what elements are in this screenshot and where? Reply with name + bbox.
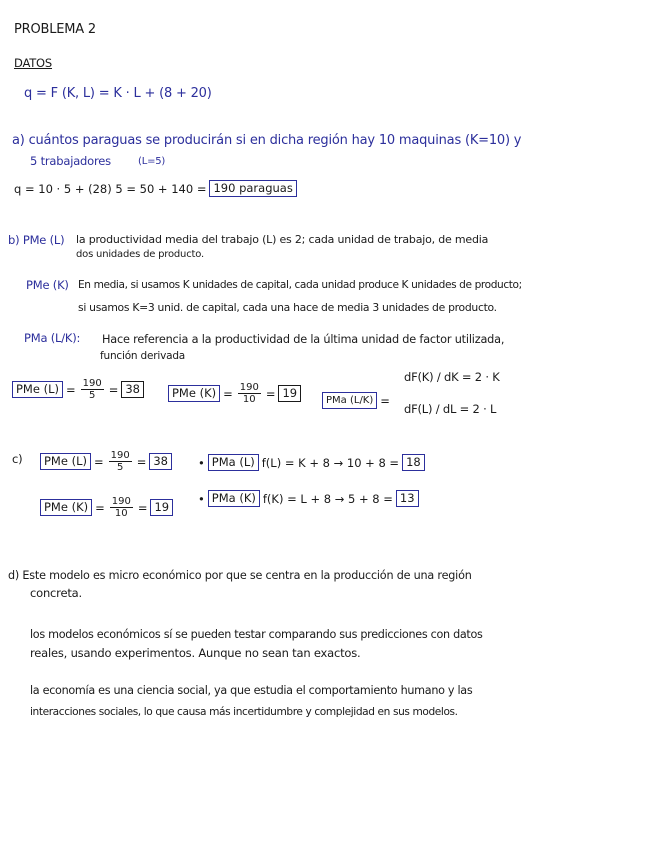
b-pme-k-result: 19: [278, 385, 301, 402]
c-pma-k-box: PMa (K): [208, 490, 260, 507]
question-a-condition: (L=5): [138, 156, 166, 167]
d-line2: concreta.: [30, 586, 82, 600]
c-pme-k-result: 19: [150, 499, 173, 516]
d-line1: d) Este modelo es micro económico por que se centra en la producción de una región: [8, 569, 472, 582]
b-pma-box-row: PMa (L/K) =: [322, 392, 390, 409]
question-a-line2: 5 trabajadores: [30, 154, 111, 168]
c-label: c): [12, 452, 23, 466]
derivative-l: dF(L) / dL = 2 · L: [404, 402, 497, 416]
pma-text1: Hace referencia a la productividad de la última unidad de factor utilizada,: [102, 333, 505, 346]
answer-a-calc: q = 10 · 5 + (28) 5 = 50 + 140 =: [14, 181, 207, 196]
b-pme-l-fraction: $\frac{190}{5}$: [82, 378, 102, 401]
c-pma-l-box: PMa (L): [208, 454, 259, 471]
b-pme-l-calc: PMe (L) = $\frac{190}{5}$ = 38: [12, 378, 144, 401]
answer-a-box: 190 paraguas: [209, 180, 296, 197]
pme-l-label: b) PMe (L): [8, 233, 65, 247]
b-pme-k-calc: PMe (K) = $\frac{190}{10}$ = 19: [168, 382, 301, 405]
c-pme-l-calc: PMe (L) = $\frac{190}{5}$ = 38: [40, 450, 172, 473]
c-pme-l-result: 38: [149, 453, 172, 470]
b-pme-l-box: PMe (L): [12, 381, 63, 398]
answer-a-row: [14, 180, 297, 197]
pme-l-text2: dos unidades de producto.: [76, 249, 204, 260]
c-pma-k-expr: f(K) = L + 8 → 5 + 8 =: [262, 491, 393, 506]
b-pme-k-fraction: $\frac{190}{10}$: [239, 382, 259, 405]
page-title: PROBLEMA 2: [14, 22, 96, 37]
c-pme-l-fraction: $\frac{190}{5}$: [110, 450, 130, 473]
pma-label: PMa (L/K):: [24, 331, 81, 345]
c-pma-l-result: 18: [402, 454, 425, 471]
c-pme-k-fraction: $\frac{190}{10}$: [111, 496, 131, 519]
d-line4: reales, usando experimentos. Aunque no sean tan exactos.: [30, 646, 361, 660]
pme-k-label: PMe (K): [26, 278, 69, 292]
pme-k-text1: En media, si usamos K unidades de capital, cada unidad produce K unidades de producto;: [78, 279, 522, 291]
c-pma-k-calc: • PMa (K) f(K) = L + 8 → 5 + 8 = 13: [198, 490, 419, 507]
c-pme-k-calc: PMe (K) = $\frac{190}{10}$ = 19: [40, 496, 173, 519]
datos-label: DATOS: [14, 56, 53, 70]
d-line5: la economía es una ciencia social, ya que estudia el comportamiento humano y las: [30, 684, 473, 697]
b-pme-l-result: 38: [121, 381, 144, 398]
question-a-line1: a) cuántos paraguas se producirán si en dicha región hay 10 maquinas (K=10) y: [12, 133, 522, 148]
c-pma-l-expr: f(L) = K + 8 → 10 + 8 =: [261, 455, 400, 470]
derivative-k: dF(K) / dK = 2 · K: [404, 370, 500, 384]
pme-l-text1: la productividad media del trabajo (L) es 2; cada unidad de trabajo, de media: [76, 233, 489, 246]
pme-k-text2: si usamos K=3 unid. de capital, cada una hace de media 3 unidades de producto.: [78, 301, 497, 314]
c-pme-k-box: PMe (K): [40, 499, 92, 516]
production-function: q = F (K, L) = K · L + (8 + 20): [24, 86, 212, 101]
c-pme-l-box: PMe (L): [40, 453, 91, 470]
c-pma-l-calc: • PMa (L) f(L) = K + 8 → 10 + 8 = 18: [198, 454, 425, 471]
pma-text2: función derivada: [100, 350, 186, 362]
b-pme-k-box: PMe (K): [168, 385, 220, 402]
d-line6: interacciones sociales, lo que causa más incertidumbre y complejidad en sus modelos.: [30, 706, 458, 718]
d-line3: los modelos económicos sí se pueden testar comparando sus predicciones con datos: [30, 628, 483, 641]
b-pma-box: PMa (L/K): [322, 392, 377, 409]
c-pma-k-result: 13: [396, 490, 419, 507]
